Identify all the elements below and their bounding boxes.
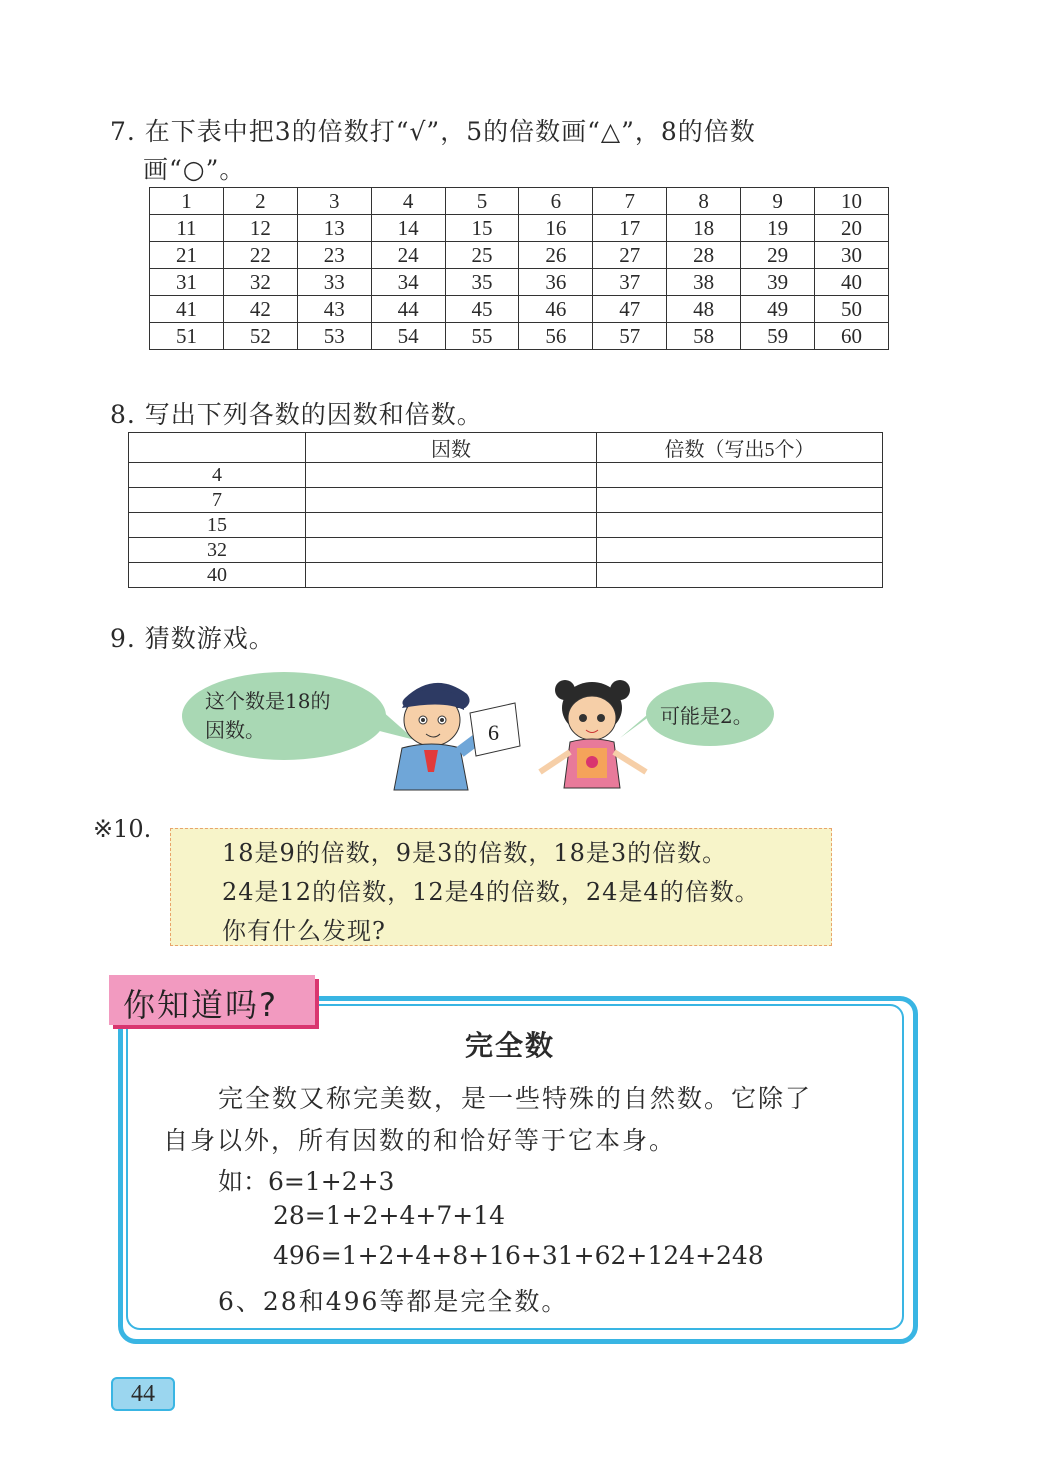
know-example3: 496=1+2+4+8+16+31+62+124+248 [273,1241,764,1270]
q9-title: 9. 猜数游戏。 [110,624,275,653]
number-cell[interactable]: 13 [297,215,371,242]
table-row [129,488,883,513]
number-cell[interactable]: 52 [223,323,297,350]
number-cell[interactable]: 50 [815,296,889,323]
number-cell[interactable]: 6 [519,188,593,215]
table-row [150,242,889,269]
number-cell[interactable]: 32 [223,269,297,296]
number-card [470,703,520,756]
number-cell[interactable]: 14 [371,215,445,242]
table-row [129,538,883,563]
number-cell[interactable]: 5 [445,188,519,215]
q10-label: ※10. [93,815,152,843]
multiples-table [149,187,889,350]
number-cell[interactable]: 48 [667,296,741,323]
number-cell[interactable]: 44 [371,296,445,323]
factors-answer-cell[interactable] [306,488,597,513]
multiples-answer-cell[interactable] [597,538,883,563]
bubble-left-line2: 因数。 [205,718,265,742]
q8-title: 8. 写出下列各数的因数和倍数。 [110,400,483,429]
know-title: 完全数 [465,1029,556,1062]
number-cell[interactable]: 51 [150,323,224,350]
number-cell[interactable]: 35 [445,269,519,296]
number-cell[interactable]: 36 [519,269,593,296]
know-example2: 28=1+2+4+7+14 [273,1201,505,1230]
number-label: 7 [129,488,306,513]
number-cell[interactable]: 27 [593,242,667,269]
know-conclusion: 6、28和496等都是完全数。 [218,1287,569,1316]
table-row [150,215,889,242]
number-cell[interactable]: 25 [445,242,519,269]
know-para2: 自身以外，所有因数的和恰好等于它本身。 [163,1126,677,1155]
number-cell[interactable]: 34 [371,269,445,296]
number-cell[interactable]: 43 [297,296,371,323]
number-label: 32 [129,538,306,563]
q7-line1: 7. 在下表中把3的倍数打“√”，5的倍数画“△”，8的倍数 [110,117,756,146]
know-para1: 完全数又称完美数，是一些特殊的自然数。它除了 [218,1084,813,1113]
number-label: 15 [129,513,306,538]
number-cell[interactable]: 17 [593,215,667,242]
table-row [129,563,883,588]
factors-answer-cell[interactable] [306,563,597,588]
number-cell[interactable]: 12 [223,215,297,242]
bubble-left-line1: 这个数是18的 [205,689,331,713]
number-cell[interactable]: 47 [593,296,667,323]
number-cell[interactable]: 19 [741,215,815,242]
number-cell[interactable]: 54 [371,323,445,350]
multiples-answer-cell[interactable] [597,513,883,538]
table-row [150,296,889,323]
number-cell[interactable]: 10 [815,188,889,215]
number-cell[interactable]: 23 [297,242,371,269]
header-factors: 因数 [306,433,597,463]
number-cell[interactable]: 60 [815,323,889,350]
number-cell[interactable]: 49 [741,296,815,323]
header-multiples: 倍数（写出5个） [597,433,883,463]
number-cell[interactable]: 46 [519,296,593,323]
number-cell[interactable]: 9 [741,188,815,215]
card-number: 6 [488,720,499,745]
number-cell[interactable]: 21 [150,242,224,269]
did-you-know-label: 你知道吗? [123,986,278,1024]
number-cell[interactable]: 26 [519,242,593,269]
number-cell[interactable]: 38 [667,269,741,296]
q10-line3: 你有什么发现? [222,917,386,945]
number-cell[interactable]: 4 [371,188,445,215]
number-cell[interactable]: 29 [741,242,815,269]
number-cell[interactable]: 33 [297,269,371,296]
factors-answer-cell[interactable] [306,513,597,538]
number-cell[interactable]: 8 [667,188,741,215]
number-cell[interactable]: 28 [667,242,741,269]
number-cell[interactable]: 11 [150,215,224,242]
table-row [129,463,883,488]
page-number: 44 [111,1377,175,1411]
number-label: 40 [129,563,306,588]
number-cell[interactable]: 39 [741,269,815,296]
number-cell[interactable]: 15 [445,215,519,242]
number-cell[interactable]: 40 [815,269,889,296]
factors-answer-cell[interactable] [306,463,597,488]
number-cell[interactable]: 1 [150,188,224,215]
table-row [150,188,889,215]
number-label: 4 [129,463,306,488]
number-cell[interactable]: 22 [223,242,297,269]
q10-line1: 18是9的倍数，9是3的倍数，18是3的倍数。 [222,839,728,867]
number-cell[interactable]: 55 [445,323,519,350]
number-cell[interactable]: 2 [223,188,297,215]
number-cell[interactable]: 18 [667,215,741,242]
q7-line2: 画“○”。 [143,155,246,184]
number-cell[interactable]: 58 [667,323,741,350]
number-cell[interactable]: 7 [593,188,667,215]
did-you-know-tab [109,975,315,1025]
number-cell[interactable]: 20 [815,215,889,242]
table-row [150,269,889,296]
number-cell[interactable]: 30 [815,242,889,269]
multiples-answer-cell[interactable] [597,488,883,513]
table-row [129,513,883,538]
number-cell[interactable]: 56 [519,323,593,350]
number-cell[interactable]: 24 [371,242,445,269]
girl-figure [540,680,646,788]
number-cell[interactable]: 45 [445,296,519,323]
number-cell[interactable]: 31 [150,269,224,296]
factors-answer-cell[interactable] [306,538,597,563]
multiples-answer-cell[interactable] [597,463,883,488]
q10-line2: 24是12的倍数，12是4的倍数，24是4的倍数。 [222,878,760,906]
factor-multiple-table [128,432,883,588]
number-cell[interactable]: 3 [297,188,371,215]
multiples-answer-cell[interactable] [597,563,883,588]
number-cell[interactable]: 53 [297,323,371,350]
number-cell[interactable]: 41 [150,296,224,323]
number-cell[interactable]: 57 [593,323,667,350]
table-row [150,323,889,350]
number-cell[interactable]: 42 [223,296,297,323]
know-example1: 如：6=1+2+3 [218,1167,395,1196]
number-cell[interactable]: 59 [741,323,815,350]
number-cell[interactable]: 16 [519,215,593,242]
header-empty [129,433,306,463]
bubble-right-text: 可能是2。 [660,704,753,728]
number-cell[interactable]: 37 [593,269,667,296]
